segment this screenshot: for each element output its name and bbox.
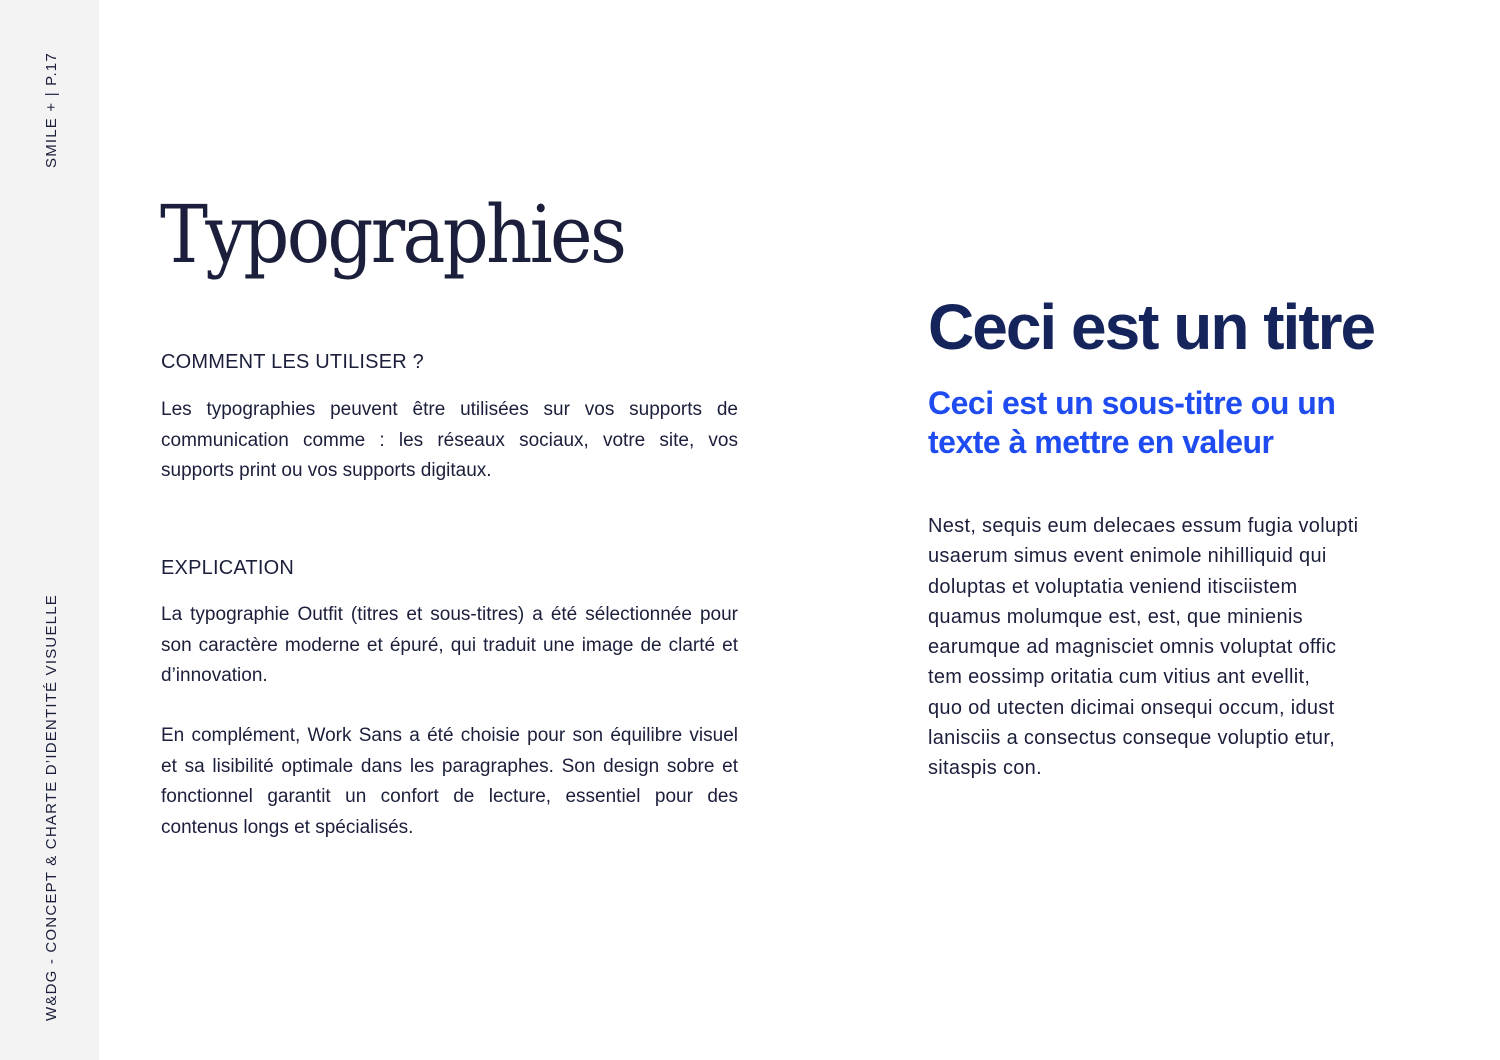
title-sample: Ceci est un titre xyxy=(928,291,1375,363)
explanation-section xyxy=(161,557,738,580)
sidebar xyxy=(0,0,99,1060)
explanation-text-1: La typographie Outfit (titres et sous-titres) a été sélectionnée pour son caractère moderne et épuré, qui traduit une image de clarté et d’innovation. xyxy=(161,604,738,686)
document-title-label: W&DG - CONCEPT & CHARTE D’IDENTITÉ VISUELLE xyxy=(43,594,60,1021)
body-sample: Nest, sequis eum delecaes essum fugia volupti usaerum simus event enimole nihilliquid qui doluptas et voluptatia veniend itisciistem quamus molumque est, est, que minienis earumque ad magnisciet omnis voluptat offic tem eossimp oritatia cum vitius ant evellit, quo od utecten dicimai onsequi occum, idust lanisciis a consectus conseque voluptio etur, sitaspis con. xyxy=(928,515,1359,780)
explanation-heading: EXPLICATION xyxy=(161,557,294,579)
explanation-text-2: En complément, Work Sans a été choisie pour son équilibre visuel et sa lisibilité optimale dans les paragraphes. Son design sobre et fonctionnel garantit un confort de lecture, essentiel pour des contenus longs et spécialisés. xyxy=(161,725,738,838)
page-title: Typographies xyxy=(160,188,625,281)
subtitle-sample: Ceci est un sous-titre ou un texte à mettre en valeur xyxy=(928,385,1336,460)
usage-section xyxy=(161,351,738,374)
usage-heading: COMMENT LES UTILISER ? xyxy=(161,351,424,373)
page-number-label: SMILE + | P.17 xyxy=(43,52,60,168)
usage-text: Les typographies peuvent être utilisées sur vos supports de communication comme : les réseaux sociaux, votre site, vos supports print ou vos supports digitaux. xyxy=(161,399,738,481)
